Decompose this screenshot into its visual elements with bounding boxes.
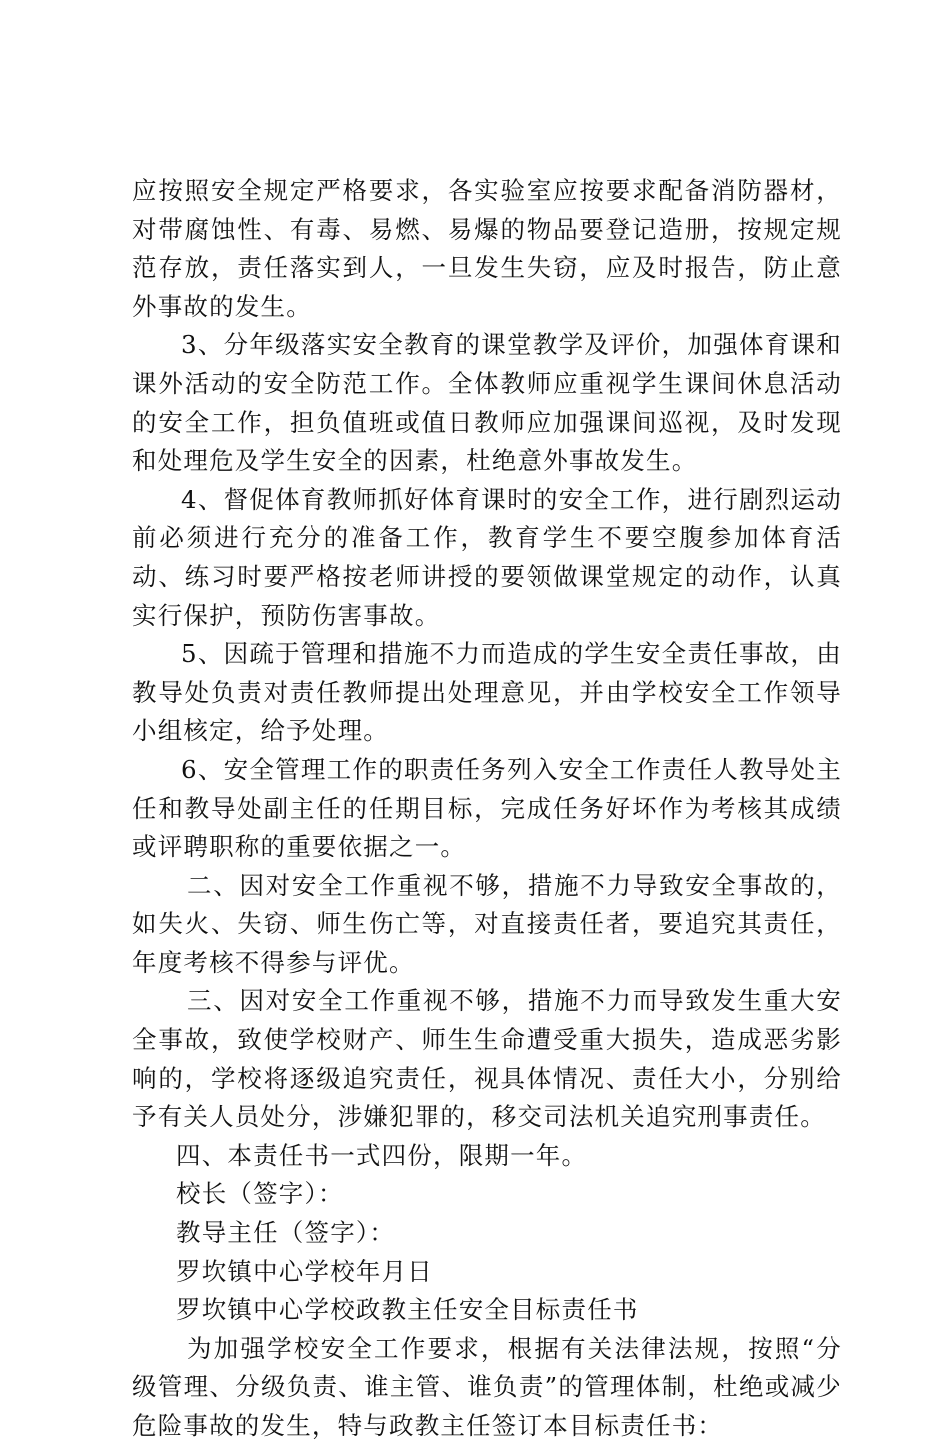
- next-document-title: 罗坎镇中心学校政教主任安全目标责任书: [176, 1295, 639, 1325]
- paragraph-section-4: 四、本责任书一式四份，限期一年。: [176, 1140, 588, 1170]
- paragraph-item-4: 4、督促体育教师抓好体育课时的安全工作，进行剧烈运动前必须进行充分的准备工作，教育学生不要空腹参加体育活动、练习时要严格按老师讲授的要领做课堂规定的动作，认真实行保护，预防伤害事故。: [132, 484, 842, 630]
- paragraph-intro: 为加强学校安全工作要求，根据有关法律法规，按照“分级管理、分级负责、谁主管、谁负责”的管理体制，杜绝或减少危险事故的发生，特与政教主任签订本目标责任书：: [132, 1333, 842, 1440]
- document-body: [132, 172, 842, 1446]
- school-date-line: 罗坎镇中心学校年月日: [176, 1256, 433, 1286]
- paragraph-item-6: 6、安全管理工作的职责任务列入安全工作责任人教导处主任和教导处副主任的任期目标，完成任务好坏作为考核其成绩或评聘职称的重要依据之一。: [132, 754, 842, 862]
- paragraph-section-3: 三、因对安全工作重视不够，措施不力而导致发生重大安全事故，致使学校财产、师生生命遭受重大损失，造成恶劣影响的，学校将逐级追究责任，视具体情况、责任大小，分别给予有关人员处分，涉嫌犯罪的，移交司法机关追究刑事责任。: [132, 986, 842, 1132]
- paragraph-item-5: 5、因疏于管理和措施不力而造成的学生安全责任事故，由教导处负责对责任教师提出处理意见，并由学校安全工作领导小组核定，给予处理。: [132, 639, 842, 746]
- principal-signature-line: 校长（签字）：: [176, 1179, 344, 1209]
- paragraph-section-2: 二、因对安全工作重视不够，措施不力导致安全事故的，如失火、失窃、师生伤亡等，对直接责任者，要追究其责任，年度考核不得参与评优。: [132, 870, 842, 977]
- paragraph-lab-safety: 应按照安全规定严格要求，各实验室应按要求配备消防器材，对带腐蚀性、有毒、易燃、易爆的物品要登记造册，按规定规范存放，责任落实到人，一旦发生失窃，应及时报告，防止意外事故的发生。: [132, 176, 842, 321]
- dean-signature-line: 教导主任（签字）：: [176, 1218, 396, 1248]
- paragraph-item-3: 3、分年级落实安全教育的课堂教学及评价，加强体育课和课外活动的安全防范工作。全体教师应重视学生课间休息活动的安全工作，担负值班或值日教师应加强课间巡视，及时发现和处理危及学生安全的因素，杜绝意外事故发生。: [132, 330, 842, 476]
